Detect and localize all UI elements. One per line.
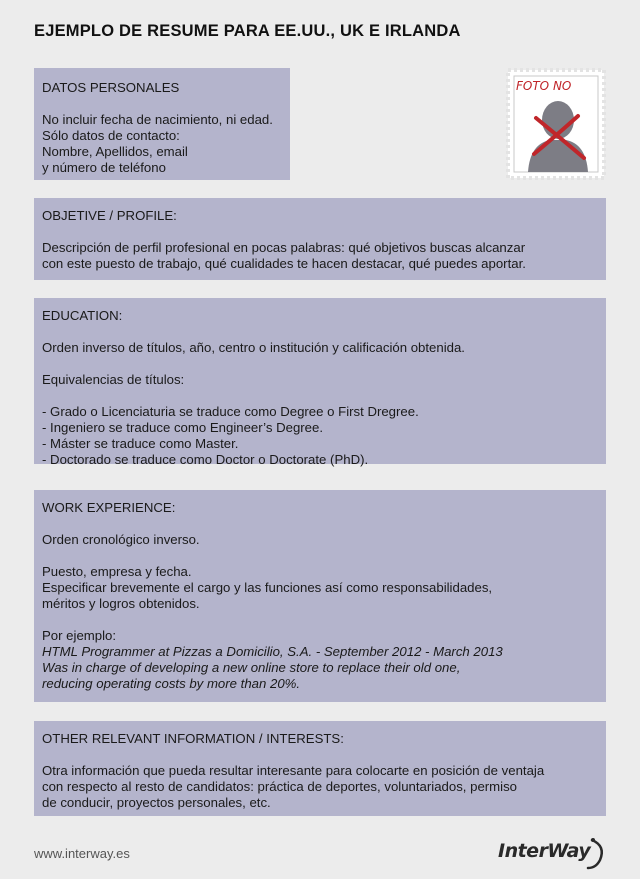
section-line: Orden cronológico inverso.	[42, 532, 200, 547]
photo-label: FOTO NO	[516, 79, 572, 93]
section-heading: OBJETIVE / PROFILE:	[42, 208, 177, 223]
list-item: - Máster se traduce como Master.	[42, 436, 239, 451]
interway-logo	[496, 832, 608, 872]
example-line: HTML Programmer at Pizzas a Domicilio, S.A. - September 2012 - March 2013	[42, 644, 503, 659]
section-personal-data	[34, 68, 290, 180]
section-line: méritos y logros obtenidos.	[42, 596, 200, 611]
section-other-info	[34, 721, 606, 816]
section-objective	[34, 198, 606, 280]
footer-url[interactable]: www.interway.es	[34, 846, 130, 861]
logo-swoosh-icon	[496, 832, 608, 872]
section-line: Otra información que pueda resultar interesante para colocarte en posición de ventaja	[42, 763, 545, 778]
section-line: Equivalencias de títulos:	[42, 372, 185, 387]
section-line: Descripción de perfil profesional en pocas palabras: qué objetivos buscas alcanzar	[42, 240, 526, 255]
example-line: reducing operating costs by more than 20%.	[42, 676, 301, 691]
section-line: No incluir fecha de nacimiento, ni edad.	[42, 112, 273, 127]
section-heading: EDUCATION:	[42, 308, 123, 323]
example-line: Was in charge of developing a new online store to replace their old one,	[42, 660, 461, 675]
section-heading: OTHER RELEVANT INFORMATION / INTERESTS:	[42, 731, 344, 746]
page-title: EJEMPLO DE RESUME PARA EE.UU., UK E IRLANDA	[34, 22, 461, 40]
section-line: con respecto al resto de candidatos: práctica de deportes, voluntariados, permiso	[42, 779, 518, 794]
section-line: Por ejemplo:	[42, 628, 117, 643]
section-line: Especificar brevemente el cargo y las funciones así como responsabilidades,	[42, 580, 493, 595]
section-heading: WORK EXPERIENCE:	[42, 500, 176, 515]
section-work-experience	[34, 490, 606, 702]
section-line: Puesto, empresa y fecha.	[42, 564, 192, 579]
section-line: de conducir, proyectos personales, etc.	[42, 795, 271, 810]
no-photo-stamp	[506, 68, 606, 180]
section-education	[34, 298, 606, 467]
section-line: con este puesto de trabajo, qué cualidades te hacen destacar, qué puedes aportar.	[42, 256, 526, 271]
section-line: Nombre, Apellidos, email	[42, 144, 188, 159]
list-item: - Grado o Licenciaturia se traduce como Degree o First Dregree.	[42, 404, 419, 419]
section-line: Sólo datos de contacto:	[42, 128, 180, 143]
section-heading: DATOS PERSONALES	[42, 80, 180, 95]
no-photo-stamp-icon	[506, 68, 606, 180]
logo-text: InterWay	[498, 840, 591, 862]
list-item: - Ingeniero se traduce como Engineer’s Degree.	[42, 420, 324, 435]
section-line: y número de teléfono	[42, 160, 166, 175]
list-item: - Doctorado se traduce como Doctor o Doctorate (PhD).	[42, 452, 369, 467]
section-line: Orden inverso de títulos, año, centro o institución y calificación obtenida.	[42, 340, 465, 355]
